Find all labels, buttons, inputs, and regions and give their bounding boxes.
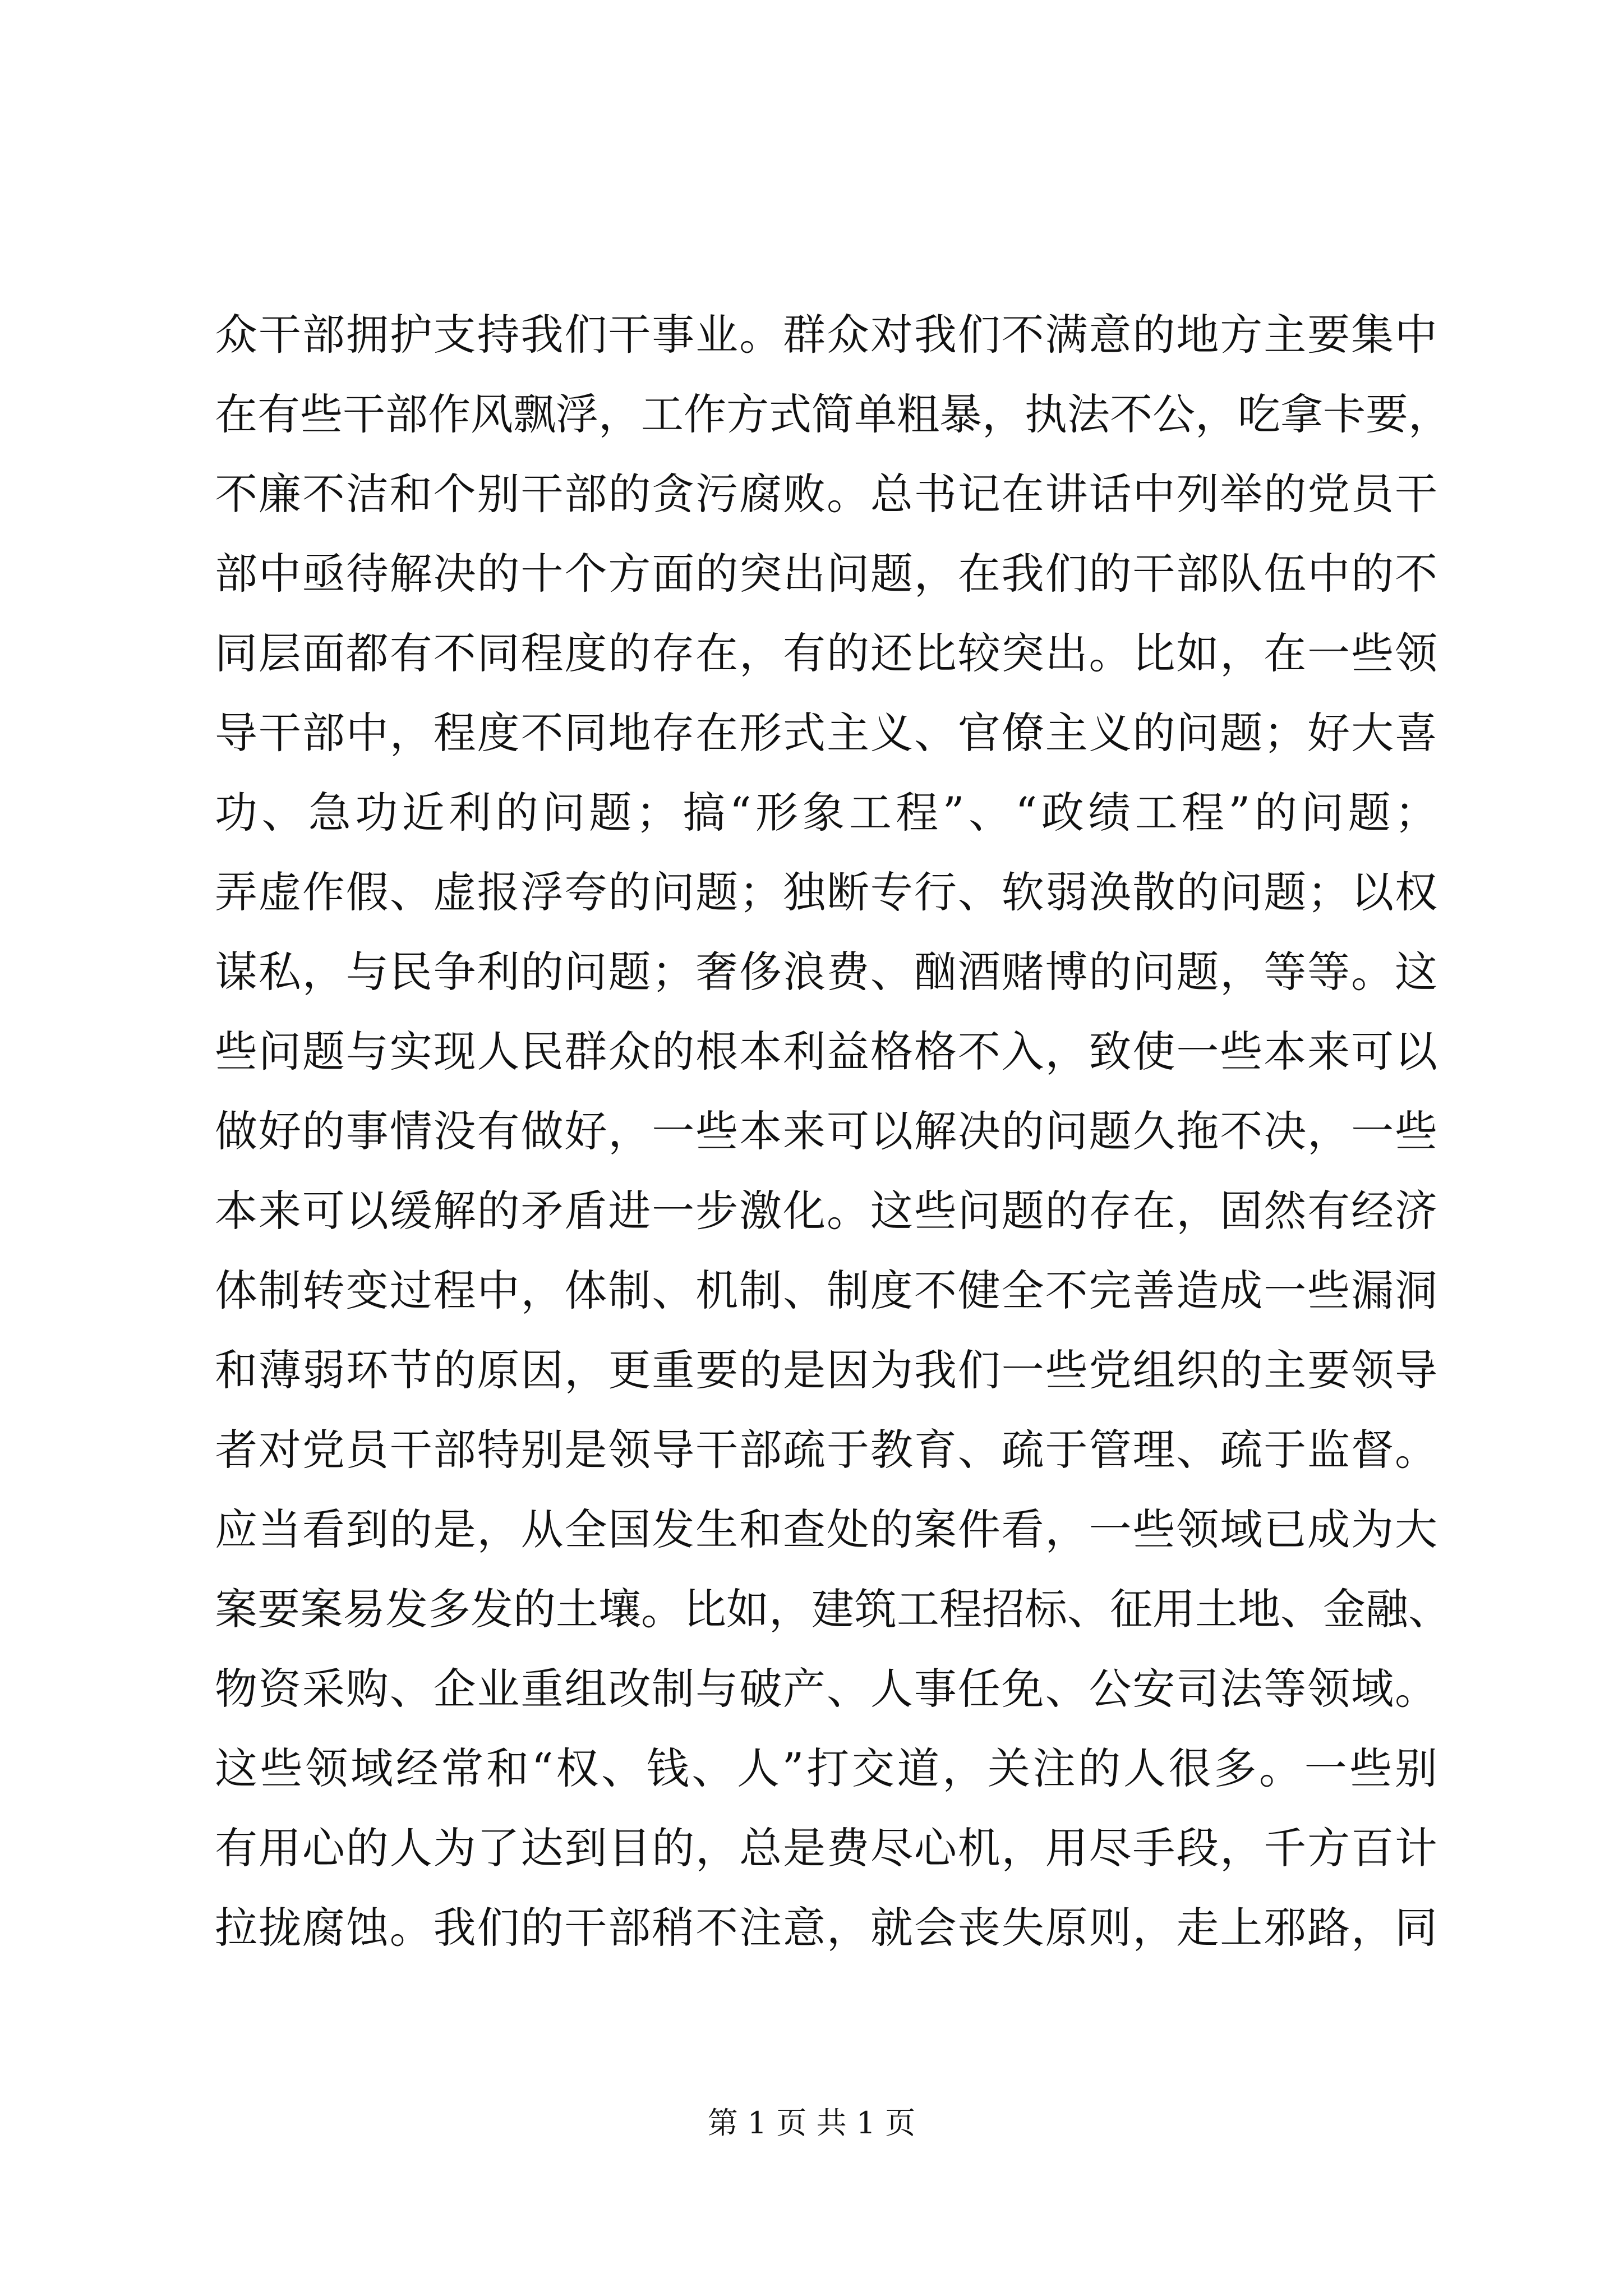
- text-line: 些问题与实现人民群众的根本利益格格不入，致使一些本来可以: [215, 1027, 1437, 1076]
- text-line: 功、急功近利的问题；搞“形象工程”、“政绩工程”的问题；: [215, 788, 1437, 838]
- text-line: 拉拢腐蚀。我们的干部稍不注意，就会丧失原则，走上邪路，同: [215, 1903, 1437, 1953]
- text-line: 部中亟待解决的十个方面的突出问题，在我们的干部队伍中的不: [215, 549, 1437, 599]
- text-line: 案要案易发多发的土壤。比如，建筑工程招标、征用土地、金融、: [215, 1584, 1451, 1634]
- text-line: 这些领域经常和“权、钱、人”打交道，关注的人很多。一些别: [215, 1743, 1437, 1793]
- text-line: 有用心的人为了达到目的，总是费尽心机，用尽手段，千方百计: [215, 1823, 1437, 1873]
- text-line: 做好的事情没有做好，一些本来可以解决的问题久拖不决，一些: [215, 1106, 1437, 1156]
- page-footer: 第 1 页 共 1 页: [707, 2105, 916, 2141]
- text-line: 体制转变过程中，体制、机制、制度不健全不完善造成一些漏洞: [215, 1266, 1437, 1315]
- text-line: 应当看到的是，从全国发生和查处的案件看，一些领域已成为大: [215, 1504, 1437, 1554]
- text-line: 物资采购、企业重组改制与破产、人事任免、公安司法等领域。: [215, 1664, 1437, 1714]
- text-line: 在有些干部作风飘浮，工作方式简单粗暴，执法不公，吃拿卡要，: [215, 389, 1451, 439]
- text-line: 众干部拥护支持我们干事业。群众对我们不满意的地方主要集中: [215, 310, 1437, 360]
- text-line: 和薄弱环节的原因，更重要的是因为我们一些党组织的主要领导: [215, 1345, 1437, 1395]
- text-line: 本来可以缓解的矛盾进一步激化。这些问题的存在，固然有经济: [215, 1186, 1437, 1236]
- text-line: 导干部中，程度不同地存在形式主义、官僚主义的问题；好大喜: [215, 708, 1437, 758]
- text-line: 同层面都有不同程度的存在，有的还比较突出。比如，在一些领: [215, 628, 1437, 678]
- text-line: 者对党员干部特别是领导干部疏于教育、疏于管理、疏于监督。: [215, 1425, 1437, 1475]
- text-line: 谋私，与民争利的问题；奢侈浪费、酗酒赌博的问题，等等。这: [215, 947, 1437, 997]
- text-line: 不廉不洁和个别干部的贪污腐败。总书记在讲话中列举的党员干: [215, 469, 1437, 519]
- text-line: 弄虚作假、虚报浮夸的问题；独断专行、软弱涣散的问题；以权: [215, 867, 1437, 917]
- body-text: [215, 295, 1451, 1968]
